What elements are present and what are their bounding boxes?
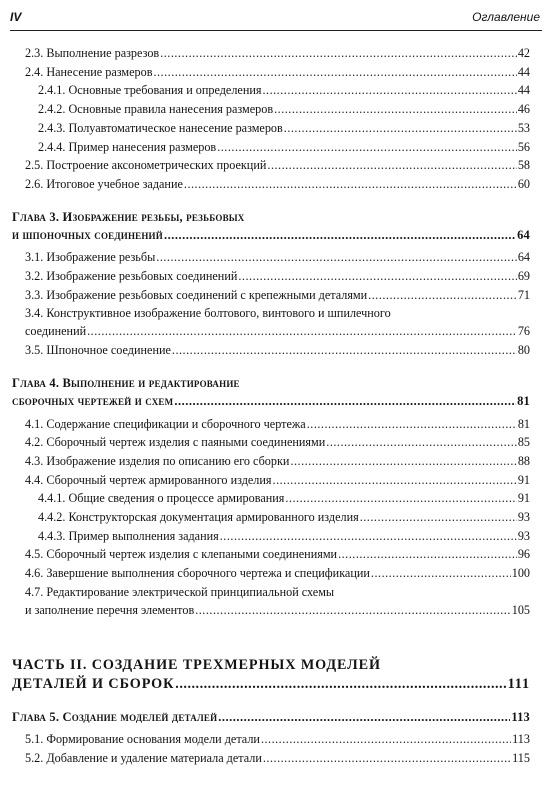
toc-entry-2-4-2[interactable]: 2.4.2. Основные правила нанесения размеров ..... 46 [12, 100, 530, 119]
chapter-4-heading-line1[interactable]: Глава 4. Выполнение и редактирование [12, 375, 240, 390]
chapter-5-heading[interactable]: Глава 5. Создание моделей деталей ..... 113 [12, 708, 530, 727]
toc-entry-4-4-3[interactable]: 4.4.3. Пример выполнения задания ..... 93 [12, 527, 530, 546]
toc-entry-3-4-line1[interactable]: 3.4. Конструктивное изображение болтового, винтового и шпилечного [25, 306, 391, 321]
chapter-3-heading-line1[interactable]: Глава 3. Изображение резьбы, резьбовых [12, 209, 245, 224]
toc-entry-4-1[interactable]: 4.1. Содержание спецификации и сборочного чертежа ..... 81 [12, 415, 530, 434]
toc-entry-2-4-3[interactable]: 2.4.3. Полуавтоматическое нанесение размеров ..... 53 [12, 119, 530, 138]
toc-entry-3-1[interactable]: 3.1. Изображение резьбы ..... 64 [12, 248, 530, 267]
part-2-heading-line1[interactable]: ЧАСТЬ II. СОЗДАНИЕ ТРЕХМЕРНЫХ МОДЕЛЕЙ [12, 656, 381, 673]
toc-entry-2-6[interactable]: 2.6. Итоговое учебное задание ..... 60 [12, 175, 530, 194]
part-2-heading[interactable]: ДЕТАЛЕЙ И СБОРОК ..... 111 [12, 675, 530, 694]
toc-entry-3-5[interactable]: 3.5. Шпоночное соединение ..... 80 [12, 341, 530, 360]
toc-entry-2-4[interactable]: 2.4. Нанесение размеров ..... 44 [12, 63, 530, 82]
toc-entry-4-3[interactable]: 4.3. Изображение изделия по описанию его сборки ..... 88 [12, 452, 530, 471]
section-title: Оглавление [472, 10, 540, 24]
toc-entry-2-5[interactable]: 2.5. Построение аксонометрических проекций ..... 58 [12, 156, 530, 175]
toc-entry-4-6[interactable]: 4.6. Завершение выполнения сборочного чертежа и спецификации ..... 100 [12, 564, 530, 583]
toc-entry-2-3[interactable]: 2.3. Выполнение разрезов ..... 42 [12, 44, 530, 63]
toc-entry-5-1[interactable]: 5.1. Формирование основания модели детали ..... 113 [12, 730, 530, 749]
running-header [10, 8, 542, 31]
toc-entry-4-7[interactable]: и заполнение перечня элементов ..... 105 [12, 601, 530, 620]
toc-entry-4-5[interactable]: 4.5. Сборочный чертеж изделия с клепаными соединениями ..... 96 [12, 545, 530, 564]
toc-entry-2-4-4[interactable]: 2.4.4. Пример нанесения размеров ..... 56 [12, 138, 530, 157]
page-number-label: IV [10, 10, 22, 24]
toc-entry-3-3[interactable]: 3.3. Изображение резьбовых соединений с крепежными деталями ..... 71 [12, 286, 530, 305]
toc-entry-2-4-1[interactable]: 2.4.1. Основные требования и определения ..... 44 [12, 81, 530, 100]
toc-entry-4-4-2[interactable]: 4.4.2. Конструкторская документация армированного изделия ..... 93 [12, 508, 530, 527]
toc-entry-4-7-line1[interactable]: 4.7. Редактирование электрической принципиальной схемы [25, 584, 335, 599]
toc-entry-4-4-1[interactable]: 4.4.1. Общие сведения о процессе армирования ..... 91 [12, 489, 530, 508]
chapter-4-heading[interactable]: сборочных чертежей и схем ..... 81 [12, 392, 530, 411]
toc-entry-4-4[interactable]: 4.4. Сборочный чертеж армированного изделия ..... 91 [12, 471, 530, 490]
toc-entry-5-2[interactable]: 5.2. Добавление и удаление материала детали ..... 115 [12, 749, 530, 768]
toc-content [12, 44, 530, 768]
toc-entry-3-2[interactable]: 3.2. Изображение резьбовых соединений ..... 69 [12, 267, 530, 286]
toc-entry-3-4[interactable]: соединений ..... 76 [12, 322, 530, 341]
toc-entry-4-2[interactable]: 4.2. Сборочный чертеж изделия с паяными соединениями ..... 85 [12, 433, 530, 452]
chapter-3-heading[interactable]: и шпоночных соединений ..... 64 [12, 226, 530, 245]
